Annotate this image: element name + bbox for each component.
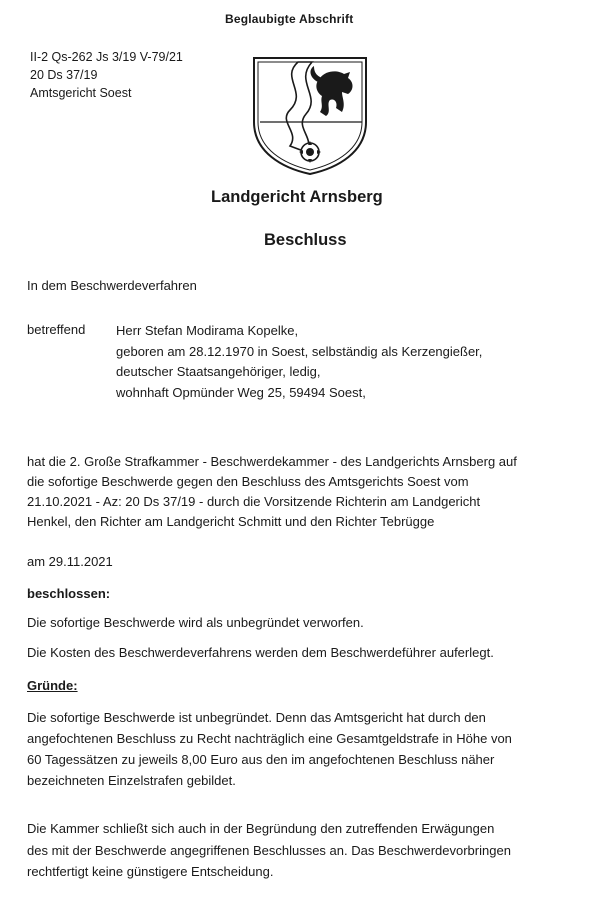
person-details bbox=[116, 321, 482, 403]
reasons-line: bezeichneten Einzelstrafen gebildet. bbox=[27, 773, 236, 788]
decision-dismissal: Die sofortige Beschwerde wird als unbegründet verworfen. bbox=[27, 615, 364, 630]
file-ref-case-number: II-2 Qs-262 Js 3/19 V-79/21 bbox=[30, 50, 183, 64]
court-name: Landgericht Arnsberg bbox=[211, 188, 383, 206]
person-nationality-status: deutscher Staatsangehöriger, ledig, bbox=[116, 364, 321, 379]
file-ref-district-court: Amtsgericht Soest bbox=[30, 86, 132, 100]
intro-line: hat die 2. Große Strafkammer - Beschwerdekammer - des Landgerichts Arnsberg auf bbox=[27, 454, 517, 469]
coat-of-arms-icon bbox=[250, 52, 370, 177]
reasons-paragraph-2 bbox=[27, 818, 511, 883]
decided-label: beschlossen: bbox=[27, 586, 111, 601]
certified-copy-heading: Beglaubigte Abschrift bbox=[225, 12, 354, 26]
reasons-line: Die Kammer schließt sich auch in der Begründung den zutreffenden Erwägungen bbox=[27, 821, 495, 836]
intro-line: Henkel, den Richter am Landgericht Schmitt und den Richter Tebrügge bbox=[27, 514, 435, 529]
decision-date: am 29.11.2021 bbox=[27, 554, 113, 569]
proceeding-line: In dem Beschwerdeverfahren bbox=[27, 278, 197, 293]
intro-line: die sofortige Beschwerde gegen den Beschluss des Amtsgerichts Soest vom bbox=[27, 474, 469, 489]
reasons-line: des mit der Beschwerde angegriffenen Beschlusses an. Das Beschwerdevorbringen bbox=[27, 842, 511, 858]
reasons-heading: Gründe: bbox=[27, 678, 78, 693]
reasons-paragraph-1 bbox=[27, 707, 512, 791]
reasons-line: Die sofortige Beschwerde ist unbegründet. Denn das Amtsgericht hat durch den bbox=[27, 710, 486, 725]
person-name: Herr Stefan Modirama Kopelke, bbox=[116, 323, 299, 338]
reasons-line: angefochtenen Beschluss zu Recht nachträglich eine Gesamtgeldstrafe in Höhe von bbox=[27, 731, 512, 746]
reasons-line: rechtfertigt keine günstigere Entscheidung. bbox=[27, 864, 274, 879]
decision-costs: Die Kosten des Beschwerdeverfahrens werden dem Beschwerdeführer auferlegt. bbox=[27, 645, 494, 660]
file-ref-district-number: 20 Ds 37/19 bbox=[30, 68, 98, 82]
intro-line: 21.10.2021 - Az: 20 Ds 37/19 - durch die Vorsitzende Richterin am Landgericht bbox=[27, 494, 481, 509]
person-birth-occupation: geboren am 28.12.1970 in Soest, selbständig als Kerzengießer, bbox=[116, 343, 483, 359]
reasons-line: 60 Tagessätzen zu jeweils 8,00 Euro aus den im angefochtenen Beschluss näher bbox=[27, 752, 495, 767]
concerning-label: betreffend bbox=[27, 322, 86, 337]
intro-paragraph bbox=[27, 452, 517, 532]
document-title: Beschluss bbox=[264, 231, 347, 249]
file-references bbox=[30, 48, 183, 102]
person-address: wohnhaft Opmünder Weg 25, 59494 Soest, bbox=[116, 384, 366, 400]
